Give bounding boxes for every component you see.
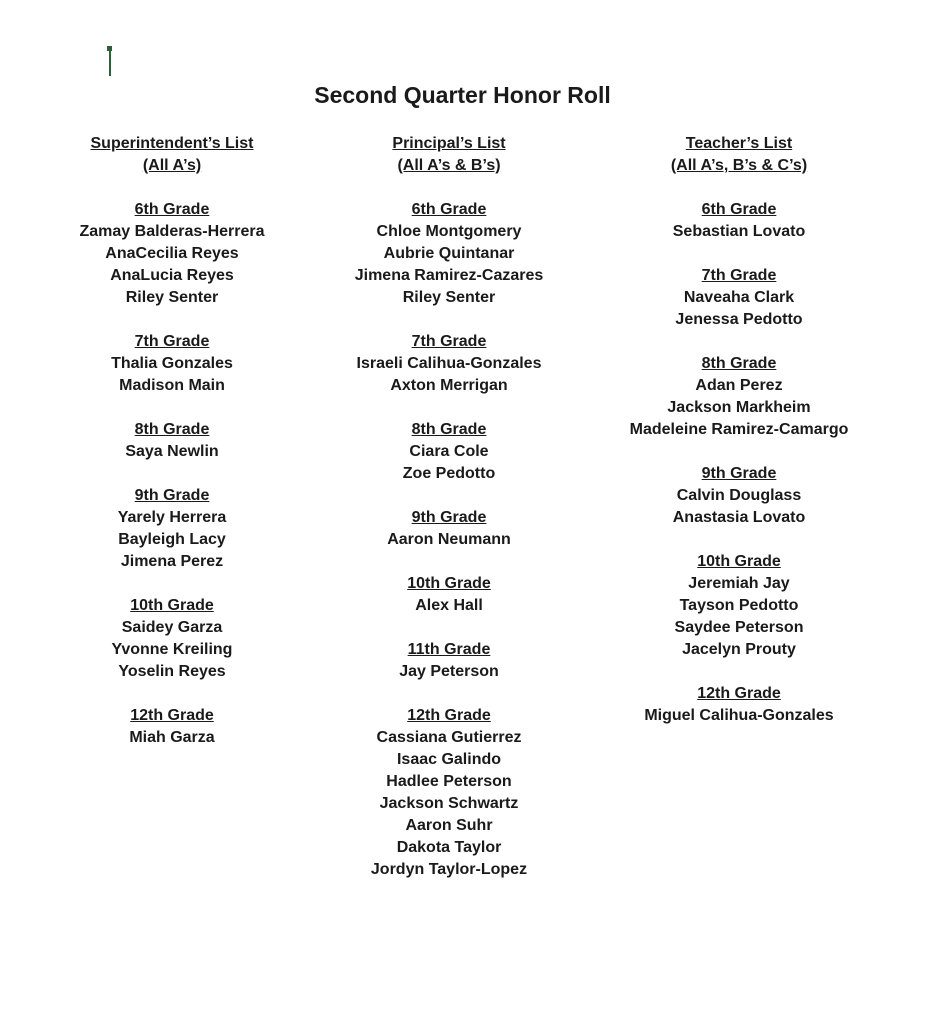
student-name: Jacelyn Prouty bbox=[682, 641, 796, 658]
student-name: Chloe Montgomery bbox=[376, 223, 522, 240]
grade-heading: 6th Grade bbox=[134, 201, 210, 218]
student-name: Jay Peterson bbox=[399, 663, 499, 680]
student-name: Saidey Garza bbox=[121, 619, 223, 636]
grade-heading: 7th Grade bbox=[134, 333, 210, 350]
grade-heading: 10th Grade bbox=[130, 597, 214, 614]
grade-heading: 9th Grade bbox=[411, 509, 487, 526]
bookmark-marker-icon bbox=[108, 46, 111, 76]
grade-groups bbox=[329, 199, 569, 881]
student-name: Jackson Markheim bbox=[667, 399, 811, 416]
grade-group bbox=[329, 419, 569, 485]
grade-group bbox=[329, 507, 569, 551]
student-name: Adan Perez bbox=[695, 377, 783, 394]
student-name: Naveaha Clark bbox=[683, 289, 795, 306]
grade-group bbox=[614, 199, 864, 243]
teachers-list-column bbox=[614, 133, 864, 749]
student-name: Jimena Ramirez-Cazares bbox=[354, 267, 544, 284]
list-subheading: (All A’s & B’s) bbox=[397, 157, 501, 174]
student-name: Miguel Calihua-Gonzales bbox=[644, 707, 834, 724]
student-name: Jordyn Taylor-Lopez bbox=[370, 861, 528, 878]
grade-group bbox=[614, 551, 864, 661]
student-name: Israeli Calihua-Gonzales bbox=[356, 355, 542, 372]
list-heading: Teacher’s List bbox=[685, 135, 793, 152]
grade-heading: 9th Grade bbox=[701, 465, 777, 482]
student-name: Tayson Pedotto bbox=[679, 597, 799, 614]
student-name: Madeleine Ramirez-Camargo bbox=[629, 421, 849, 438]
student-name: Anastasia Lovato bbox=[672, 509, 806, 526]
grade-group bbox=[62, 595, 282, 683]
student-name: Aaron Neumann bbox=[387, 531, 511, 548]
student-name: Jackson Schwartz bbox=[379, 795, 519, 812]
student-name: Dakota Taylor bbox=[396, 839, 502, 856]
list-heading: Superintendent’s List bbox=[90, 135, 254, 152]
list-subheading: (All A’s) bbox=[142, 157, 202, 174]
grade-heading: 9th Grade bbox=[134, 487, 210, 504]
student-name: Yoselin Reyes bbox=[118, 663, 226, 680]
student-name: Jenessa Pedotto bbox=[675, 311, 803, 328]
student-name: Cassiana Gutierrez bbox=[376, 729, 522, 746]
student-name: Jeremiah Jay bbox=[688, 575, 790, 592]
student-name: Saydee Peterson bbox=[674, 619, 804, 636]
student-name: Saya Newlin bbox=[125, 443, 219, 460]
student-name: Axton Merrigan bbox=[390, 377, 508, 394]
student-name: Aubrie Quintanar bbox=[383, 245, 515, 262]
student-name: Sebastian Lovato bbox=[672, 223, 806, 240]
grade-group bbox=[329, 639, 569, 683]
grade-heading: 12th Grade bbox=[697, 685, 781, 702]
grade-group bbox=[329, 705, 569, 881]
grade-group bbox=[614, 353, 864, 441]
grade-group bbox=[62, 199, 282, 309]
grade-heading: 8th Grade bbox=[701, 355, 777, 372]
list-heading: Principal’s List bbox=[392, 135, 506, 152]
list-header bbox=[62, 133, 282, 177]
grade-heading: 7th Grade bbox=[701, 267, 777, 284]
student-name: Isaac Galindo bbox=[396, 751, 502, 768]
student-name: Calvin Douglass bbox=[676, 487, 802, 504]
grade-group bbox=[614, 463, 864, 529]
student-name: Madison Main bbox=[119, 377, 225, 394]
student-name: Miah Garza bbox=[129, 729, 215, 746]
grade-heading: 7th Grade bbox=[411, 333, 487, 350]
grade-groups bbox=[62, 199, 282, 749]
list-header bbox=[329, 133, 569, 177]
grade-group bbox=[62, 705, 282, 749]
student-name: Thalia Gonzales bbox=[111, 355, 233, 372]
student-name: Hadlee Peterson bbox=[386, 773, 512, 790]
grade-heading: 12th Grade bbox=[130, 707, 214, 724]
grade-heading: 8th Grade bbox=[134, 421, 210, 438]
superintendents-list-column bbox=[62, 133, 282, 771]
grade-heading: 11th Grade bbox=[407, 641, 491, 658]
principals-list-column bbox=[329, 133, 569, 903]
student-name: Jimena Perez bbox=[120, 553, 224, 570]
student-name: Zamay Balderas-Herrera bbox=[79, 223, 265, 240]
student-name: Yvonne Kreiling bbox=[111, 641, 233, 658]
grade-group bbox=[614, 683, 864, 727]
marker-stem bbox=[109, 46, 111, 76]
grade-group bbox=[62, 485, 282, 573]
grade-heading: 8th Grade bbox=[411, 421, 487, 438]
grade-group bbox=[329, 331, 569, 397]
grade-group bbox=[329, 573, 569, 617]
grade-group bbox=[329, 199, 569, 309]
student-name: AnaCecilia Reyes bbox=[105, 245, 239, 262]
student-name: Bayleigh Lacy bbox=[118, 531, 226, 548]
student-name: Yarely Herrera bbox=[117, 509, 227, 526]
student-name: Riley Senter bbox=[402, 289, 496, 306]
student-name: Riley Senter bbox=[125, 289, 219, 306]
grade-heading: 10th Grade bbox=[407, 575, 491, 592]
list-subheading: (All A’s, B’s & C’s) bbox=[670, 157, 808, 174]
student-name: AnaLucia Reyes bbox=[110, 267, 234, 284]
grade-heading: 6th Grade bbox=[701, 201, 777, 218]
grade-heading: 10th Grade bbox=[697, 553, 781, 570]
student-name: Zoe Pedotto bbox=[402, 465, 496, 482]
grade-group bbox=[62, 331, 282, 397]
student-name: Alex Hall bbox=[415, 597, 483, 614]
student-name: Aaron Suhr bbox=[405, 817, 493, 834]
grade-group bbox=[614, 265, 864, 331]
grade-heading: 6th Grade bbox=[411, 201, 487, 218]
student-name: Ciara Cole bbox=[409, 443, 489, 460]
grade-group bbox=[62, 419, 282, 463]
page-title: Second Quarter Honor Roll bbox=[314, 82, 611, 108]
list-header bbox=[614, 133, 864, 177]
grade-heading: 12th Grade bbox=[407, 707, 491, 724]
grade-groups bbox=[614, 199, 864, 727]
